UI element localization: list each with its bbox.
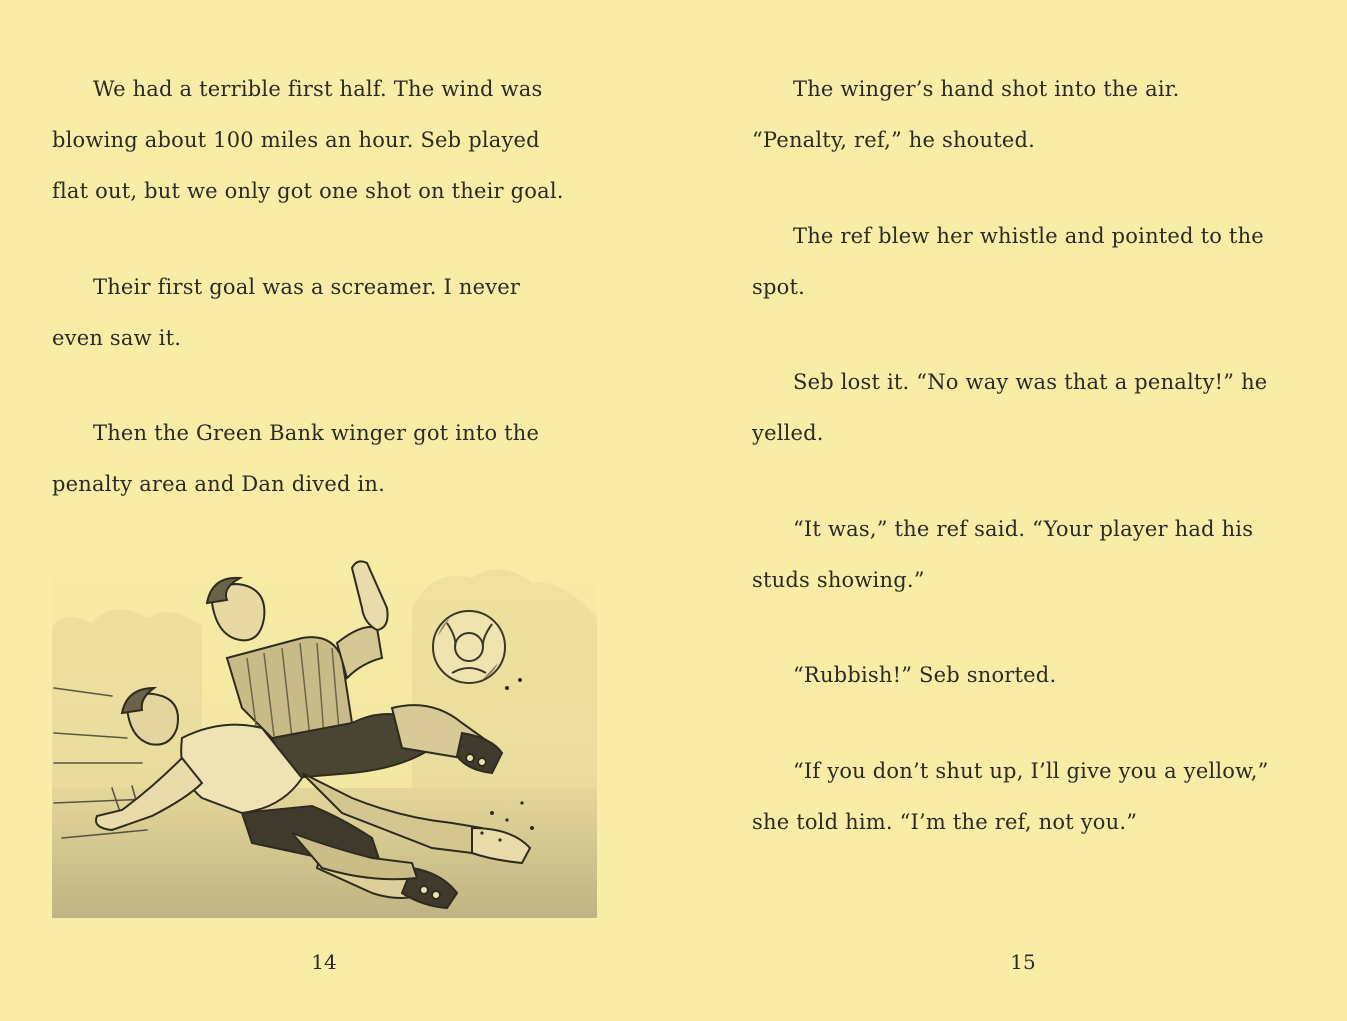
right-page [660, 0, 1347, 1021]
page-number: 14 [311, 950, 337, 974]
text-line: The ref blew her whistle and pointed to the [793, 224, 1264, 248]
text-line: spot. [752, 275, 805, 299]
text-line: she told him. “I’m the ref, not you.” [752, 810, 1138, 834]
paragraph [752, 64, 1180, 166]
paragraph [52, 408, 539, 510]
football-ball [433, 611, 505, 683]
paragraph [52, 262, 520, 364]
text-line: Their first goal was a screamer. I never [93, 275, 521, 299]
text-line: even saw it. [52, 326, 182, 350]
text-line: blowing about 100 miles an hour. Seb played [52, 128, 540, 152]
text-line: “It was,” the ref said. “Your player had his [793, 517, 1254, 541]
text-line: yelled. [752, 421, 824, 445]
text-line: We had a terrible first half. The wind was [93, 77, 543, 101]
text-line: penalty area and Dan dived in. [52, 472, 385, 496]
text-line: Then the Green Bank winger got into the [93, 421, 540, 445]
text-line: “If you don’t shut up, I’ll give you a yellow,” [793, 759, 1269, 783]
text-line: “Penalty, ref,” he shouted. [752, 128, 1036, 152]
paragraph [752, 211, 1264, 313]
left-page [0, 0, 660, 1021]
text-line: Seb lost it. “No way was that a penalty!” he [793, 370, 1268, 394]
paragraph [752, 357, 1267, 459]
text-line: The winger’s hand shot into the air. [793, 77, 1180, 101]
page-number: 15 [1010, 950, 1036, 974]
paragraph [52, 64, 564, 217]
football-tackle-illustration [52, 548, 597, 918]
paragraph [752, 504, 1253, 606]
text-line: flat out, but we only got one shot on their goal. [52, 179, 564, 203]
paragraph [752, 650, 1056, 701]
paragraph [752, 746, 1269, 848]
text-line: “Rubbish!” Seb snorted. [793, 663, 1057, 687]
text-line: studs showing.” [752, 568, 925, 592]
